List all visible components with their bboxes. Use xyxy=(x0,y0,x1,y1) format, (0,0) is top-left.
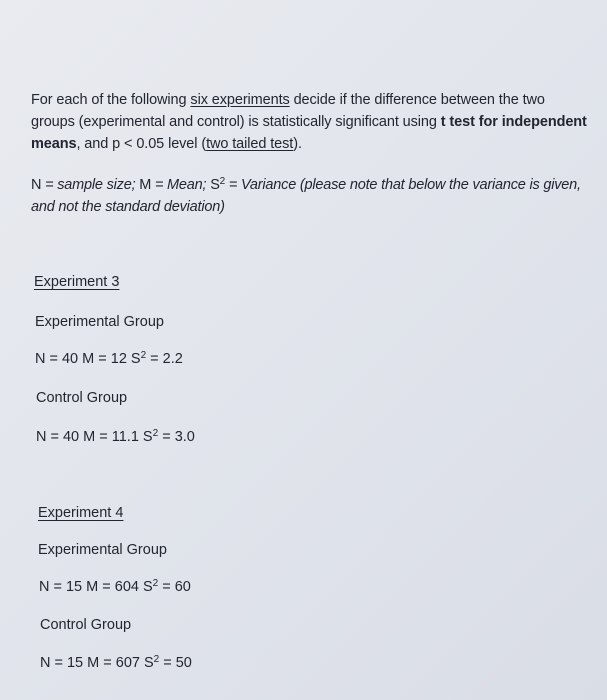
two-tailed-underlined: two tailed test xyxy=(206,136,294,152)
experiment-4-control-stats xyxy=(40,655,192,671)
experiment-3-experimental-label: Experimental Group xyxy=(35,314,164,330)
instructions-paragraph xyxy=(31,89,591,155)
intro-text: For each of the following xyxy=(31,92,191,108)
experiment-4-control-label: Control Group xyxy=(40,617,132,633)
m-symbol: M xyxy=(139,177,152,193)
six-experiments-underlined: six experiments xyxy=(190,92,290,108)
stats-text: N = 40 M = 11.1 S xyxy=(36,429,153,445)
intro-text: ). xyxy=(293,136,302,152)
definition-text: = Variance (please note that below the variance is given, and not the standard deviation) xyxy=(31,177,581,215)
stats-text: = 3.0 xyxy=(158,429,195,445)
stats-text: N = 15 M = 604 S xyxy=(39,579,153,595)
stats-text: N = 40 M = 12 S xyxy=(35,351,141,367)
squared-superscript: 2 xyxy=(153,654,160,665)
squared-superscript: 2 xyxy=(140,350,147,361)
definition-text: = Mean; xyxy=(151,177,211,193)
intro-text: decide if the difference between the two groups (experimental and control) is statistically significant using xyxy=(31,92,545,130)
stats-text: N = 15 M = 607 S xyxy=(40,655,154,671)
experiment-3-heading: Experiment 3 xyxy=(34,274,120,290)
n-symbol: N xyxy=(31,177,42,193)
s-symbol: S xyxy=(210,177,220,193)
experiment-3-experimental-stats xyxy=(35,351,183,367)
squared-superscript: 2 xyxy=(219,176,226,187)
experiment-4-heading: Experiment 4 xyxy=(38,505,124,521)
squared-superscript: 2 xyxy=(152,578,159,589)
experiment-3-control-label: Control Group xyxy=(36,390,128,406)
intro-text: , and p < 0.05 level ( xyxy=(76,136,207,152)
definition-text: = sample size; xyxy=(41,177,140,193)
experiment-4-experimental-stats xyxy=(39,579,191,595)
stats-text: = 2.2 xyxy=(146,351,183,367)
stats-text: = 50 xyxy=(159,655,192,671)
definitions-paragraph xyxy=(31,174,596,218)
experiment-3-control-stats xyxy=(36,429,195,445)
t-test-bold: t test for independent means xyxy=(31,114,587,152)
experiment-4-experimental-label: Experimental Group xyxy=(38,542,167,558)
squared-superscript: 2 xyxy=(152,428,159,439)
stats-text: = 60 xyxy=(158,579,191,595)
